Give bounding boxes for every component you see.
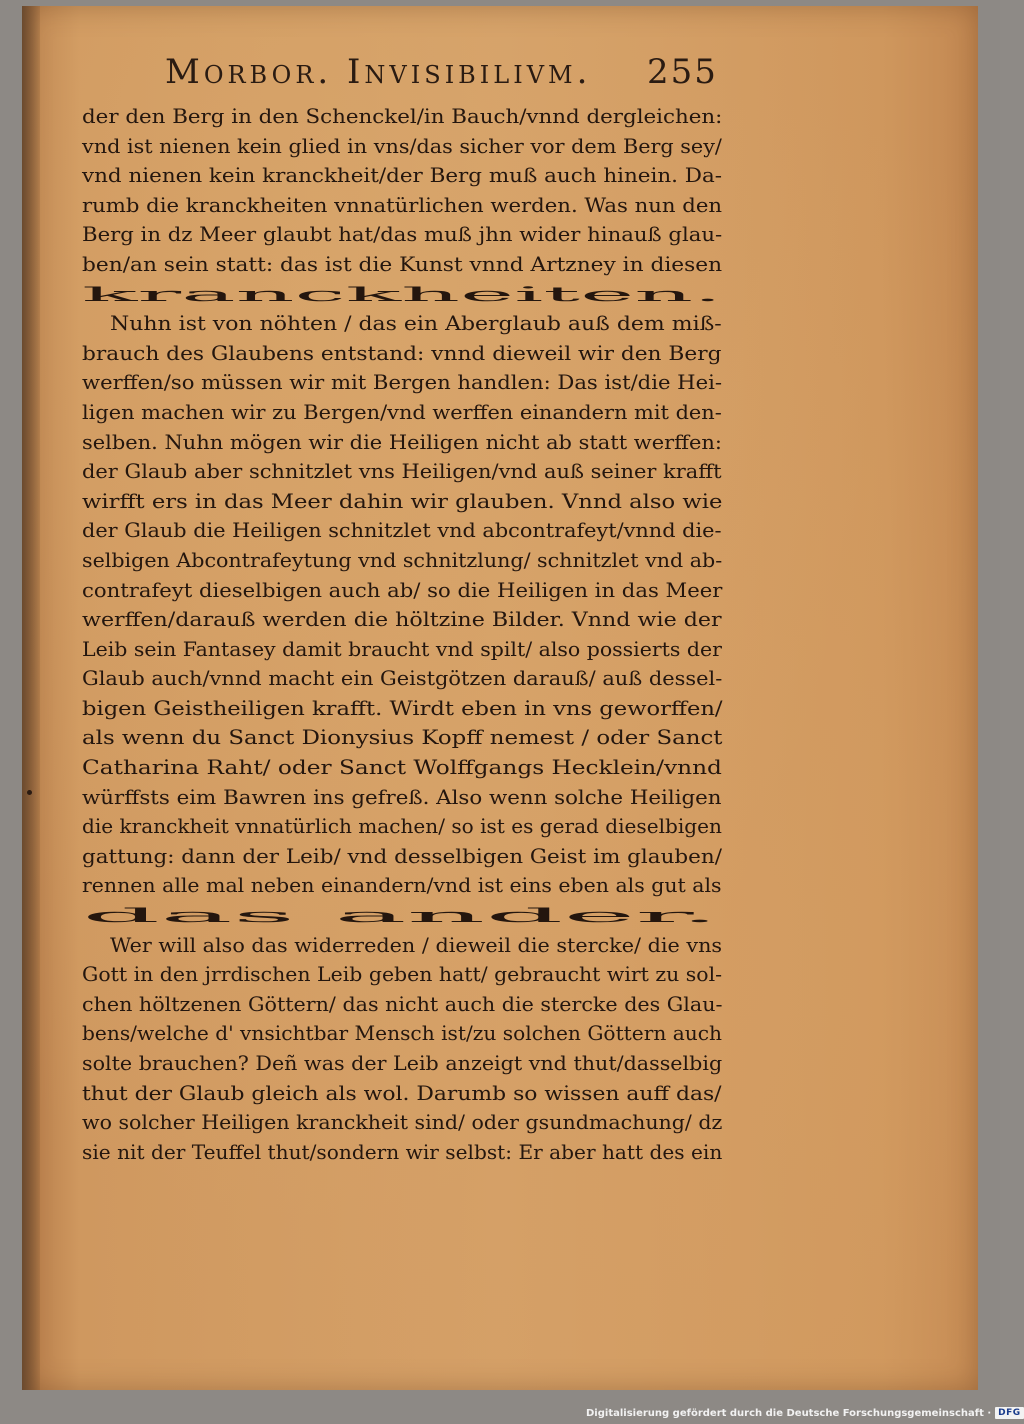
- text-line: Wer will also das widerreden / dieweil die stercke/ die vns: [110, 932, 723, 957]
- text-line: brauch des Glaubens entstand: vnnd dieweil wir den Berg: [82, 340, 722, 365]
- text-line: Berg in dz Meer glaubt hat/das muß jhn wider hinauß glau-: [82, 222, 723, 247]
- text-line: das ander.: [82, 903, 720, 928]
- text-line: solte brauchen? Deñ was der Leib anzeigt vnd thut/dasselbig: [82, 1051, 723, 1075]
- text-line: wirfft ers in das Meer dahin wir glauben. Vnnd also wie: [82, 488, 723, 513]
- text-line: selben. Nuhn mögen wir die Heiligen nicht ab statt werffen:: [82, 429, 722, 454]
- text-line: gattung: dann der Leib/ vnd desselbigen Geist im glauben/: [82, 843, 722, 868]
- text-line: chen höltzenen Göttern/ das nicht auch die stercke des Glau-: [82, 991, 723, 1016]
- text-line: als wenn du Sanct Dionysius Kopff nemest / oder Sanct: [82, 725, 723, 750]
- page-number: 255: [647, 52, 718, 92]
- text-line: Leib sein Fantasey damit braucht vnd spilt/ also possierts der: [82, 636, 722, 661]
- text-line: ben/an sein statt: das ist die Kunst vnnd Artzney in diesen: [82, 251, 723, 276]
- text-line: bens/welche d' vnsichtbar Mensch ist/zu solchen Göttern auch: [82, 1021, 722, 1046]
- text-line: selbigen Abcontrafeytung vnd schnitzlung/ schnitzlet vnd ab-: [82, 547, 723, 572]
- text-line: contrafeyt dieselbigen auch ab/ so die Heiligen in das Meer: [82, 577, 723, 602]
- text-line: die kranckheit vnnatürlich machen/ so ist es gerad dieselbigen: [82, 814, 722, 839]
- text-line: ligen machen wir zu Bergen/vnd werffen einandern mit den-: [82, 399, 722, 424]
- text-line: würffsts eim Bawren ins gefreß. Also wenn solche Heiligen: [82, 784, 722, 809]
- text-line: kranckheiten.: [82, 281, 723, 306]
- text-line: werffen/darauß werden die höltzine Bilder. Vnnd wie der: [82, 607, 722, 632]
- text-line: Gott in den jrrdischen Leib geben hatt/ gebraucht wirt zu sol-: [82, 962, 723, 987]
- body-text: [82, 102, 722, 1167]
- text-line: vnd nienen kein kranckheit/der Berg muß auch hinein. Da-: [82, 163, 723, 188]
- text-line: der Glaub aber schnitzlet vns Heiligen/vnd auß seiner krafft: [82, 459, 722, 484]
- text-line: rennen alle mal neben einandern/vnd ist eins eben als gut als: [82, 873, 722, 898]
- page-header: [165, 52, 725, 102]
- text-line: Glaub auch/vnnd macht ein Geistgötzen darauß/ auß dessel-: [82, 666, 723, 691]
- text-line: thut der Glaub gleich als wol. Darumb so wissen auff das/: [82, 1080, 722, 1105]
- text-line: der den Berg in den Schenckel/in Bauch/vnnd dergleichen:: [82, 104, 723, 128]
- digitization-credit: [586, 1405, 1024, 1421]
- text-line: rumb die kranckheiten vnnatürlichen werden. Was nun den: [82, 192, 723, 217]
- credit-text: Digitalisierung gefördert durch die Deutsche Forschungsgemeinschaft ·: [586, 1407, 992, 1419]
- text-line: wo solcher Heiligen kranckheit sind/ oder gsundmachung/ dz: [82, 1110, 723, 1135]
- text-line: Nuhn ist von nöhten / das ein Aberglaub auß dem miß-: [110, 311, 722, 336]
- text-line: der Glaub die Heiligen schnitzlet vnd abcontrafeyt/vnnd die-: [82, 518, 722, 543]
- margin-mark: [27, 790, 32, 795]
- text-line: bigen Geistheiligen krafft. Wirdt eben in vns geworffen/: [82, 695, 723, 720]
- running-head: Morbor. Invisibilivm.: [165, 52, 592, 92]
- text-line: Catharina Raht/ oder Sanct Wolffgangs Hecklein/vnnd: [82, 755, 722, 780]
- page-gutter: [22, 6, 40, 1390]
- dfg-logo: DFG: [995, 1407, 1024, 1419]
- text-line: sie nit der Teuffel thut/sondern wir selbst: Er aber hatt des ein: [82, 1139, 723, 1164]
- text-line: vnd ist nienen kein glied in vns/das sicher vor dem Berg sey/: [82, 133, 722, 158]
- text-line: werffen/so müssen wir mit Bergen handlen: Das ist/die Hei-: [82, 370, 722, 395]
